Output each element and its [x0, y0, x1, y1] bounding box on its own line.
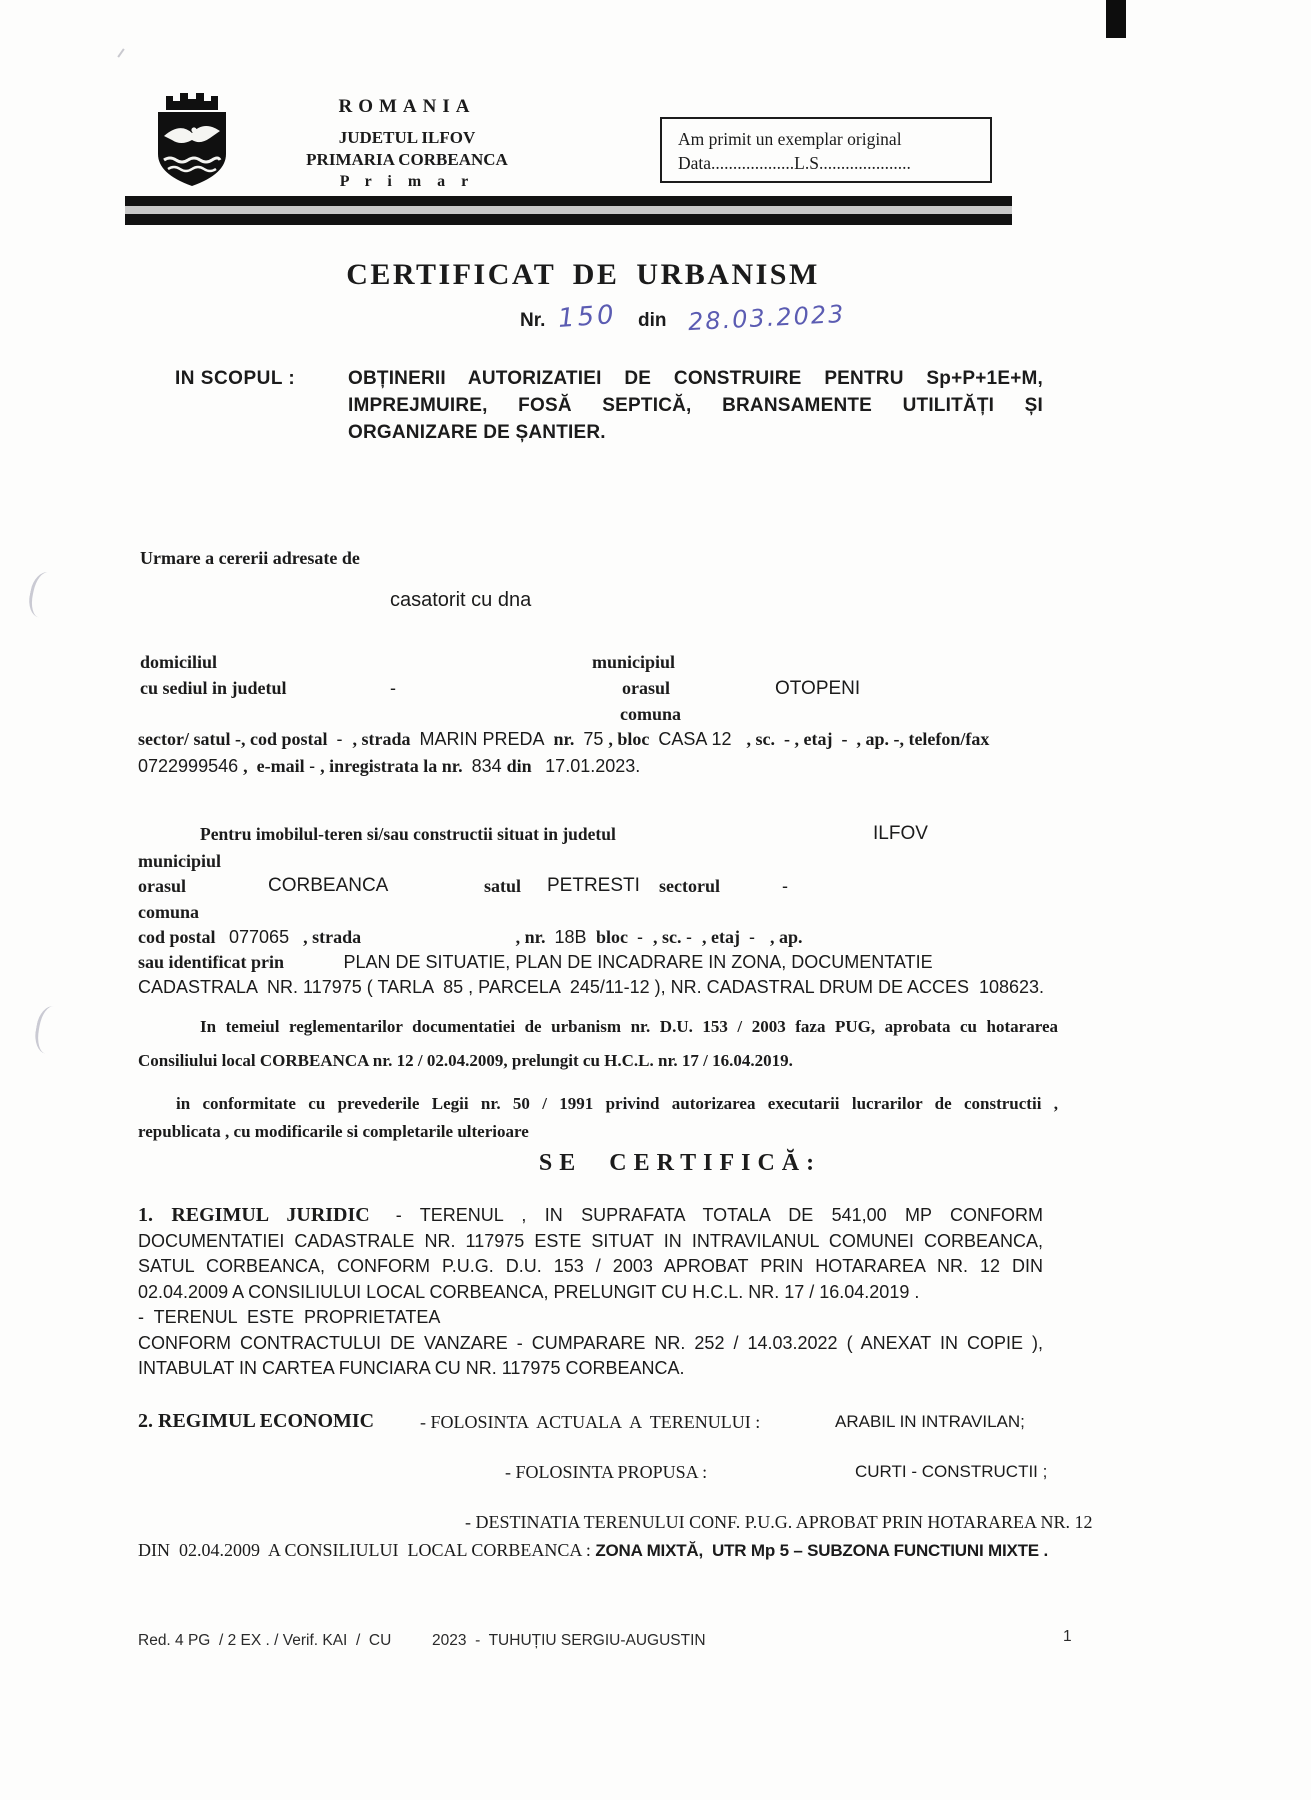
label-comuna: comuna [620, 704, 682, 724]
coat-of-arms-graphic [150, 86, 234, 190]
property-postal-line: cod postal 077065 , strada , nr. 18B bloc - , sc. - , etaj - , ap. [138, 927, 803, 947]
pen-mark-small [117, 48, 124, 57]
header-country: ROMANIA [338, 96, 476, 117]
juridic-line7: INTABULAT IN CARTEA FUNCIARA CU NR. 117975 CORBEANCA. [138, 1358, 685, 1378]
receipt-line1: Am primit un exemplar original [678, 129, 902, 149]
request-intro: Urmare a cererii adresate de [140, 548, 360, 568]
scope-text [348, 365, 1043, 446]
request-note: casatorit cu dna [390, 589, 532, 611]
applicant-address-line: sector/ satul -, cod postal - , strada MARIN PREDA nr. 75 , bloc CASA 12 , sc. - , etaj - , ap. -, telefon/fax [138, 729, 990, 749]
juridic-line6: CONFORM CONTRACTULUI DE VANZARE - CUMPARARE NR. 252 / 14.03.2022 ( ANEXAT IN COPIE ), [138, 1332, 1043, 1353]
juridic-line3: SATUL CORBEANCA, CONFORM P.U.G. D.U. 153 / 2003 APROBAT PRIN HOTARAREA NR. 12 DIN [138, 1256, 1043, 1276]
economic-destinatia-line2: DIN 02.04.2009 A CONSILIULUI LOCAL CORBEANCA : ZONA MIXTĂ, UTR Mp 5 – SUBZONA FUNCTIUNI MIXTE . [138, 1540, 1048, 1560]
coat-of-arms [150, 86, 234, 190]
scope-line: ORGANIZARE DE ȘANTIER. [348, 422, 606, 443]
footer-page-number: 1 [1063, 1628, 1072, 1645]
section-regimul-juridic [138, 1203, 1043, 1382]
document-title: CERTIFICAT DE URBANISM [346, 258, 820, 291]
value-satul: PETRESTI [547, 875, 640, 896]
date-handwritten-value: 28.03.2023 [687, 299, 847, 337]
scope-line: IMPREJMUIRE, FOSĂ SEPTICĂ, BRANSAMENTE UTILITĂȚI ȘI [348, 395, 1043, 416]
legal-basis [138, 1010, 1058, 1146]
label-comuna-property: comuna [138, 902, 200, 922]
juridic-line2: DOCUMENTATIEI CADASTRALE NR. 117975 ESTE SITUAT IN INTRAVILANUL COMUNEI CORBEANCA, [138, 1230, 1043, 1251]
juridic-line5: - TERENUL ESTE PROPRIETATEA [138, 1307, 441, 1327]
header-divider [125, 196, 1012, 225]
scope-label: IN SCOPUL : [175, 368, 296, 389]
label-domiciliul: domiciliul [140, 652, 218, 672]
header-county: JUDETUL ILFOV [338, 128, 476, 147]
pen-mark-arc [26, 570, 62, 621]
certify-heading: SE CERTIFICĂ: [538, 1150, 822, 1176]
juridic-line4: 02.04.2009 A CONSILIULUI LOCAL CORBEANCA, PRELUNGIT CU H.C.L. NR. 17 / 16.04.2019 . [138, 1281, 920, 1302]
economic-folosinta-propusa-value: CURTI - CONSTRUCTII ; [855, 1462, 1048, 1481]
scan-artifact-corner [1106, 0, 1126, 38]
divider-bar-bottom [125, 214, 1012, 225]
value-judet: ILFOV [873, 823, 928, 844]
receipt-box [660, 117, 992, 183]
legal-p2-line2: republicata , cu modificarile si completarile ulterioare [138, 1122, 529, 1141]
nr-handwritten-value: 150 [557, 299, 618, 335]
label-sediu: cu sediul in judetul [140, 678, 287, 698]
value-sediu: - [390, 678, 396, 698]
property-intro: Pentru imobilul-teren si/sau constructii situat in judetul [200, 824, 616, 844]
header-authority-block [262, 96, 552, 191]
legal-p1-line1: In temeiul reglementarilor documentatiei de urbanism nr. D.U. 153 / 2003 faza PUG, aprobata cu hotararea [200, 1017, 1058, 1036]
header-office: P r i m a r [339, 173, 475, 190]
scope-line: OBȚINERII AUTORIZATIEI DE CONSTRUIRE PENTRU Sp+P+1E+M, [348, 368, 1043, 389]
pen-mark-arc [32, 1004, 67, 1056]
economic-folosinta-actuala-label: - FOLOSINTA ACTUALA A TERENULUI : [420, 1412, 761, 1432]
din-label: din [638, 310, 667, 331]
divider-gap [125, 206, 1012, 214]
label-municipiul: municipiul [592, 652, 676, 672]
footer-redaction: Red. 4 PG / 2 EX . / Verif. KAI / CU [138, 1632, 392, 1649]
label-municipiul-property: municipiul [138, 851, 222, 871]
label-orasul: orasul [622, 678, 671, 698]
applicant-contact-line: 0722999546 , e-mail - , inregistrata la nr. 834 din 17.01.2023. [138, 756, 641, 776]
divider-bar-top [125, 196, 1012, 206]
footer-author: 2023 - TUHUȚIU SERGIU-AUGUSTIN [432, 1632, 706, 1649]
receipt-line2: Data...................L.S..................... [678, 153, 911, 173]
label-sectorul: sectorul [659, 876, 720, 896]
economic-folosinta-propusa-label: - FOLOSINTA PROPUSA : [505, 1462, 708, 1482]
juridic-line1 [138, 1203, 1043, 1229]
legal-p2-line1: in conformitate cu prevederile Legii nr. 50 / 1991 privind autorizarea executarii lucrarilor de constructii , [176, 1094, 1058, 1113]
value-sectorul: - [782, 876, 788, 896]
juridic-line1-rest: - TERENUL , IN SUPRAFATA TOTALA DE 541,00 MP CONFORM [395, 1205, 1043, 1225]
juridic-heading: 1. REGIMUL JURIDIC [138, 1204, 370, 1226]
legal-p1-line2: Consiliului local CORBEANCA nr. 12 / 02.04.2009, prelungit cu H.C.L. nr. 17 / 16.04.2019. [138, 1051, 793, 1070]
header-cityhall: PRIMARIA CORBEANCA [306, 150, 508, 169]
property-ident-line: sau identificat prin PLAN DE SITUATIE, PLAN DE INCADRARE IN ZONA, DOCUMENTATIE [138, 952, 933, 972]
property-cadastral-line: CADASTRALA NR. 117975 ( TARLA 85 , PARCELA 245/11-12 ), NR. CADASTRAL DRUM DE ACCES 108623. [138, 977, 1045, 997]
value-orasul: OTOPENI [775, 678, 861, 699]
value-orasul-property: CORBEANCA [268, 875, 389, 896]
nr-label: Nr. [520, 310, 546, 331]
economic-destinatia-line1: - DESTINATIA TERENULUI CONF. P.U.G. APROBAT PRIN HOTARAREA NR. 12 [465, 1512, 1093, 1532]
label-satul: satul [484, 876, 522, 896]
label-orasul-property: orasul [138, 876, 187, 896]
economic-heading: 2. REGIMUL ECONOMIC [138, 1410, 375, 1432]
document-number-line [520, 300, 940, 346]
economic-folosinta-actuala-value: ARABIL IN INTRAVILAN; [835, 1412, 1025, 1431]
